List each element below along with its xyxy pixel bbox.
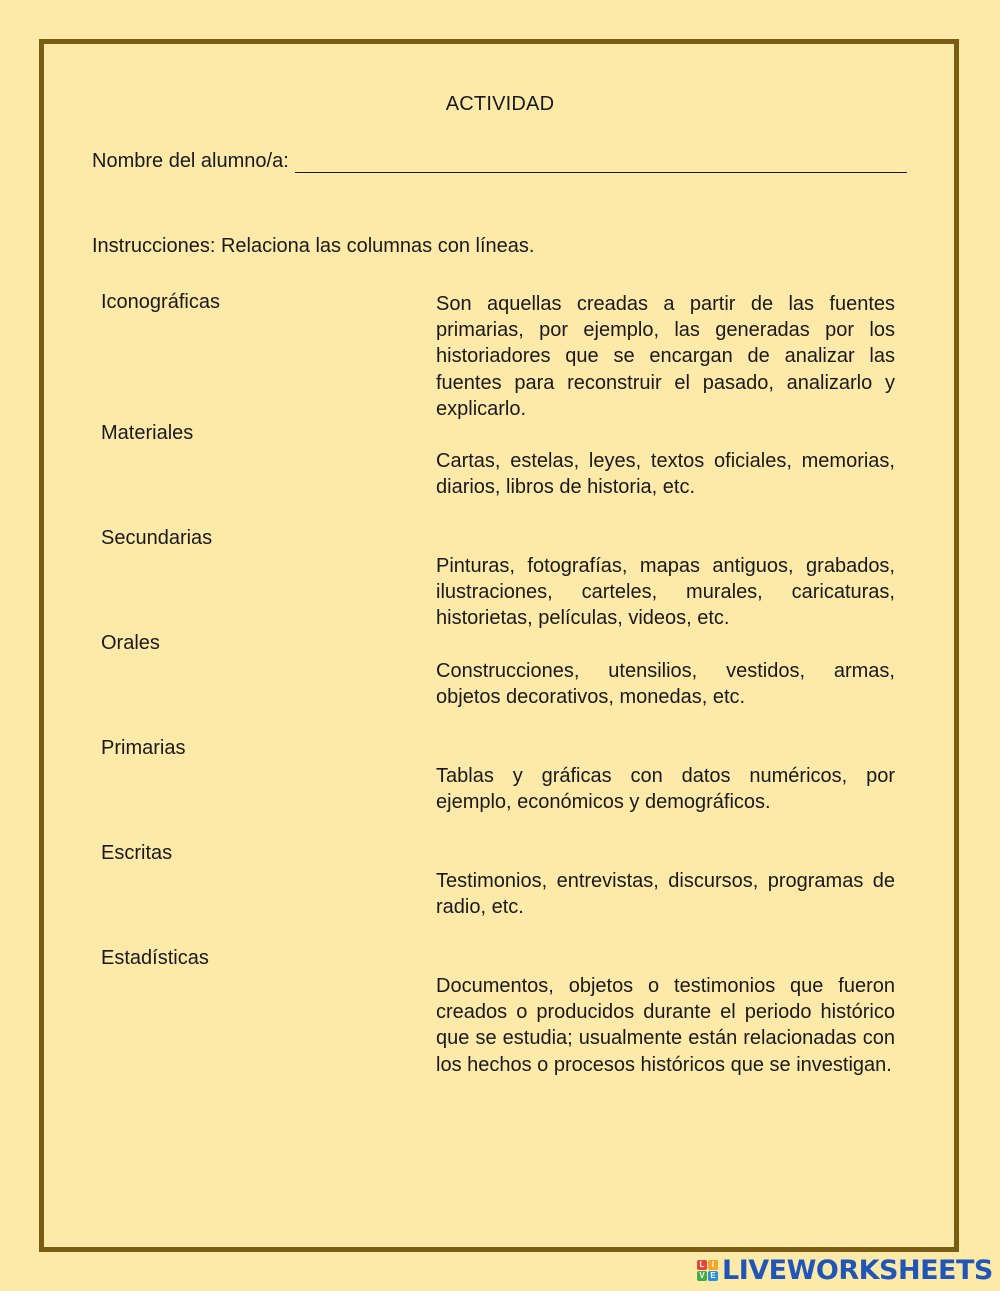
- logo-badge-letter: E: [708, 1271, 718, 1281]
- right-item-estadisticas-def[interactable]: Tablas y gráficas con datos numéricos, por ejemplo, económicos y demográficos.: [436, 765, 895, 814]
- left-item-estadisticas[interactable]: Estadísticas: [101, 947, 209, 969]
- right-item-secundarias-def[interactable]: Son aquellas creadas a partir de las fuentes primarias, por ejemplo, las generadas por los historiadores que se encargan de analizar las fuentes para reconstruir el pasado, analizarlo y explicarlo.: [436, 293, 895, 420]
- liveworksheets-logo: [697, 1254, 993, 1286]
- right-item-iconograficas-def[interactable]: Pinturas, fotografías, mapas antiguos, grabados, ilustraciones, carteles, murales, caricaturas, historietas, películas, videos, etc.: [436, 555, 895, 630]
- logo-badge-letter: V: [697, 1271, 707, 1281]
- left-item-primarias[interactable]: Primarias: [101, 737, 186, 759]
- right-item-escritas-def[interactable]: Cartas, estelas, leyes, textos oficiales, memorias, diarios, libros de historia, etc.: [436, 450, 895, 499]
- logo-badge-letter: I: [708, 1260, 718, 1270]
- left-item-escritas[interactable]: Escritas: [101, 842, 173, 864]
- left-item-secundarias[interactable]: Secundarias: [101, 527, 213, 549]
- student-name-label: Nombre del alumno/a:: [92, 150, 289, 172]
- right-item-orales-def[interactable]: Testimonios, entrevistas, discursos, programas de radio, etc.: [436, 870, 895, 919]
- student-name-row: [92, 150, 907, 173]
- logo-badge-letter: L: [697, 1260, 707, 1270]
- left-item-orales[interactable]: Orales: [101, 632, 160, 654]
- instructions-text: Instrucciones: Relaciona las columnas con líneas.: [92, 235, 535, 257]
- logo-badge-icon: [697, 1260, 718, 1281]
- page-title: ACTIVIDAD: [445, 93, 555, 115]
- right-item-materiales-def[interactable]: Construcciones, utensilios, vestidos, armas, objetos decorativos, monedas, etc.: [436, 660, 895, 709]
- student-name-input[interactable]: [295, 150, 907, 173]
- logo-text: LIVEWORKSHEETS: [722, 1254, 993, 1286]
- right-item-primarias-def[interactable]: Documentos, objetos o testimonios que fueron creados o producidos durante el periodo histórico que se estudia; usualmente están relacionadas con los hechos o procesos históricos que se investigan.: [436, 975, 895, 1076]
- left-item-iconograficas[interactable]: Iconográficas: [101, 291, 220, 313]
- left-item-materiales[interactable]: Materiales: [101, 422, 194, 444]
